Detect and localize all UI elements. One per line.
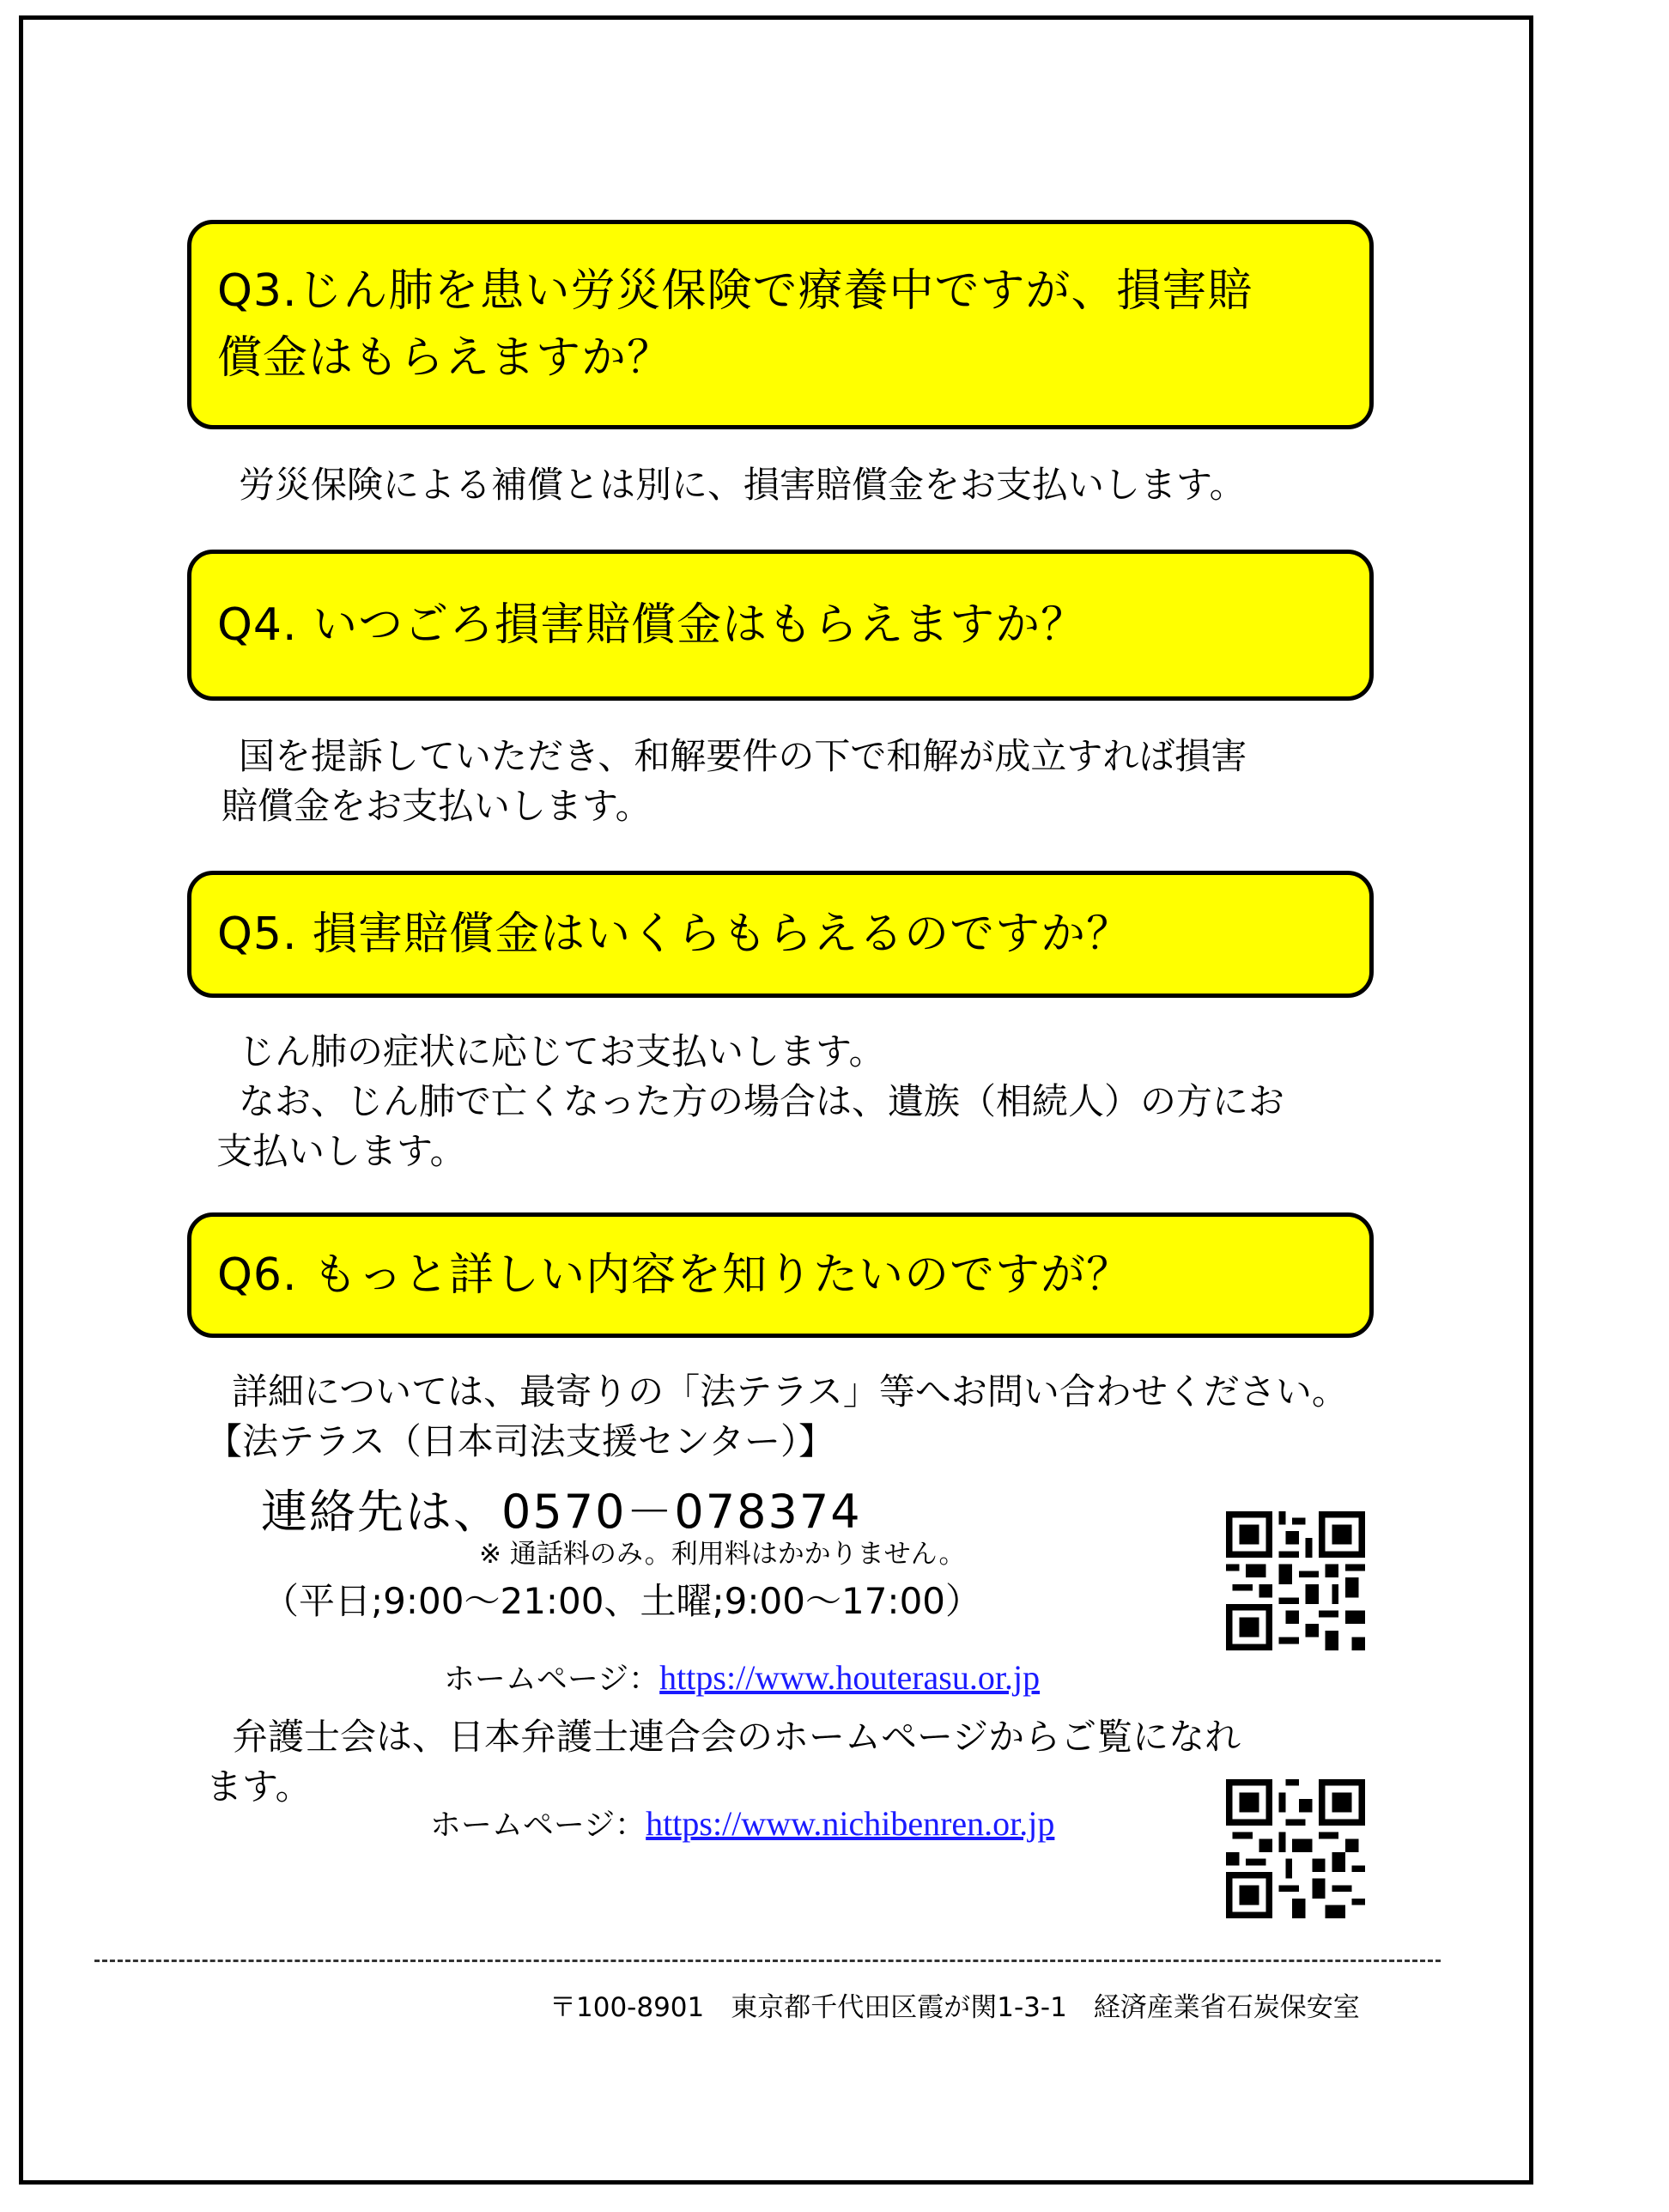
homepage-label: ホームページ：: [429, 1808, 646, 1843]
question-box-q5: [187, 871, 1374, 998]
nichibenren-link[interactable]: https://www.nichibenren.or.jp: [646, 1804, 1055, 1843]
question-line: Q3.じん肺を患い労災保険で療養中ですが、損害賠: [217, 265, 1253, 317]
phone-number: 連絡先は、0570－078374: [261, 1485, 862, 1539]
answer-line: 労災保険による補償とは別に、損害賠償金をお支払いします。: [239, 464, 1246, 506]
cut-line-divider: [94, 1960, 1441, 1962]
question-line: 償金はもらえますか？: [217, 332, 673, 384]
houterasu-homepage: [424, 1620, 1040, 1698]
answer-line: なお、じん肺で亡くなった方の場合は、遺族（相続人）の方にお: [239, 1080, 1285, 1122]
question-box-q6: [187, 1212, 1374, 1338]
bengoshi-line: ます。: [206, 1765, 312, 1808]
qr-code-icon: [1226, 1511, 1365, 1650]
nichibenren-homepage: [410, 1765, 1054, 1844]
bengoshi-line: 弁護士会は、日本弁護士連合会のホームページからご覧になれ: [232, 1716, 1241, 1758]
homepage-label: ホームページ：: [443, 1662, 660, 1697]
answer-line: じん肺の症状に応じてお支払いします。: [239, 1030, 885, 1073]
question-line: Q6. もっと詳しい内容を知りたいのですが？: [217, 1249, 1132, 1301]
answer-q3: [239, 460, 1423, 510]
answer-line: 国を提訴していただき、和解要件の下で和解が成立すれば損害: [239, 735, 1247, 777]
answer-line: 詳細については、最寄りの「法テラス」等へお問い合わせください。: [232, 1370, 1348, 1413]
question-box-q4: [187, 550, 1374, 701]
answer-line: 【法テラス（日本司法支援センター）】: [206, 1420, 835, 1462]
footer-address: 〒100-8901 東京都千代田区霞が関1-3-1 経済産業省石炭保安室: [549, 1992, 1360, 2023]
qr-code-icon: [1226, 1779, 1365, 1918]
business-hours: （平日;9:00～21:00、土曜;9:00～17:00）: [263, 1580, 982, 1622]
answer-q5: [216, 1027, 1401, 1176]
answer-line: 支払いします。: [216, 1130, 466, 1172]
answer-q6: [206, 1367, 1391, 1467]
answer-line: 賠償金をお支払いします。: [222, 785, 652, 827]
bengoshi-text: [206, 1712, 1391, 1762]
fee-note: ※ 通話料のみ。利用料はかかりません。: [479, 1539, 966, 1570]
answer-q4: [222, 732, 1406, 831]
question-box-q3: [187, 220, 1374, 429]
bengoshi-text-2: [206, 1762, 378, 1812]
question-line: Q4. いつごろ損害賠償金はもらえますか？: [217, 599, 1087, 651]
houterasu-link[interactable]: https://www.houterasu.or.jp: [659, 1658, 1041, 1697]
question-line: Q5. 損害賠償金はいくらもらえるのですか？: [217, 908, 1132, 960]
